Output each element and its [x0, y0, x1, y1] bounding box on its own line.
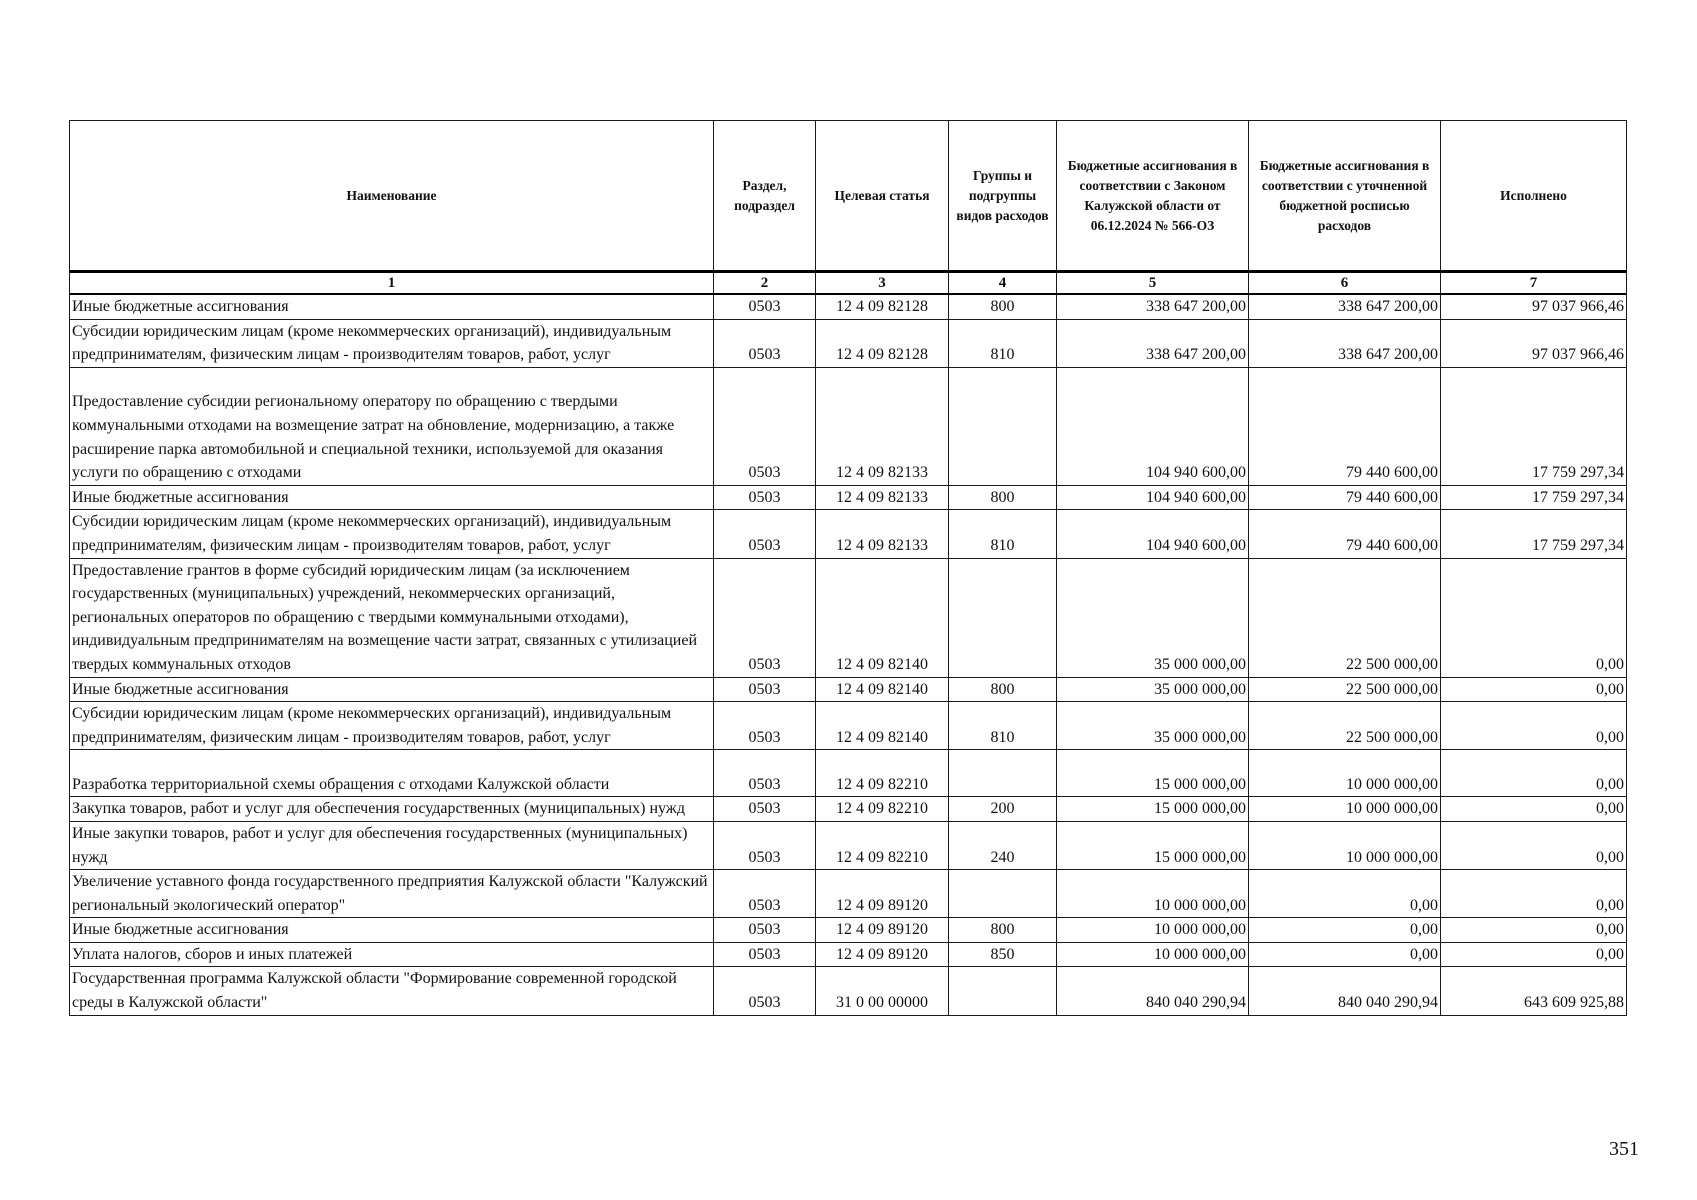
row-refined-amount: 10 000 000,00 [1249, 797, 1441, 822]
row-law-amount: 10 000 000,00 [1057, 918, 1249, 943]
row-group [949, 870, 1057, 918]
table-row [70, 870, 1627, 918]
row-executed-amount: 0,00 [1441, 821, 1627, 869]
row-group: 810 [949, 319, 1057, 367]
row-section: 0503 [714, 967, 816, 1015]
row-executed-amount: 0,00 [1441, 558, 1627, 677]
row-section: 0503 [714, 870, 816, 918]
row-executed-amount: 97 037 966,46 [1441, 319, 1627, 367]
row-group [949, 967, 1057, 1015]
row-group [949, 750, 1057, 797]
row-target: 12 4 09 89120 [816, 918, 949, 943]
row-law-amount: 35 000 000,00 [1057, 702, 1249, 750]
row-law-amount: 338 647 200,00 [1057, 319, 1249, 367]
row-refined-amount: 10 000 000,00 [1249, 821, 1441, 869]
table-row [70, 797, 1627, 822]
row-refined-amount: 79 440 600,00 [1249, 510, 1441, 558]
row-law-amount: 15 000 000,00 [1057, 797, 1249, 822]
row-section: 0503 [714, 485, 816, 510]
table-row [70, 510, 1627, 558]
row-target: 12 4 09 82210 [816, 821, 949, 869]
row-executed-amount: 97 037 966,46 [1441, 294, 1627, 319]
row-name: Разработка территориальной схемы обращения с отходами Калужской области [70, 750, 714, 797]
column-number: 5 [1057, 272, 1249, 295]
budget-table [69, 120, 1627, 1016]
row-law-amount: 15 000 000,00 [1057, 750, 1249, 797]
column-number: 2 [714, 272, 816, 295]
header-name: Наименование [70, 121, 714, 272]
row-law-amount: 338 647 200,00 [1057, 294, 1249, 319]
row-target: 12 4 09 82210 [816, 797, 949, 822]
header-target: Целевая статья [816, 121, 949, 272]
row-group [949, 558, 1057, 677]
row-refined-amount: 22 500 000,00 [1249, 558, 1441, 677]
row-target: 12 4 09 82133 [816, 510, 949, 558]
row-refined-amount: 22 500 000,00 [1249, 677, 1441, 702]
row-target: 12 4 09 89120 [816, 870, 949, 918]
table-row [70, 319, 1627, 367]
table-row [70, 918, 1627, 943]
row-group: 800 [949, 677, 1057, 702]
row-law-amount: 15 000 000,00 [1057, 821, 1249, 869]
row-target: 12 4 09 82140 [816, 677, 949, 702]
column-number: 7 [1441, 272, 1627, 295]
column-number: 3 [816, 272, 949, 295]
row-name: Субсидии юридическим лицам (кроме некоммерческих организаций), индивидуальным предпринимателям, физическим лицам - производителям товаров, работ, услуг [70, 319, 714, 367]
row-section: 0503 [714, 367, 816, 485]
column-number: 4 [949, 272, 1057, 295]
row-section: 0503 [714, 677, 816, 702]
header-row [70, 121, 1627, 272]
row-refined-amount: 22 500 000,00 [1249, 702, 1441, 750]
row-refined-amount: 0,00 [1249, 942, 1441, 967]
header-refined: Бюджетные ассигнования в соответствии с уточненной бюджетной росписью расходов [1249, 121, 1441, 272]
row-group: 800 [949, 294, 1057, 319]
row-name: Увеличение уставного фонда государственного предприятия Калужской области "Калужский региональный экологический оператор" [70, 870, 714, 918]
row-name: Иные бюджетные ассигнования [70, 294, 714, 319]
row-executed-amount: 0,00 [1441, 918, 1627, 943]
row-executed-amount: 0,00 [1441, 677, 1627, 702]
row-section: 0503 [714, 319, 816, 367]
row-executed-amount: 0,00 [1441, 870, 1627, 918]
row-target: 12 4 09 82210 [816, 750, 949, 797]
row-section: 0503 [714, 797, 816, 822]
row-law-amount: 35 000 000,00 [1057, 677, 1249, 702]
row-name: Субсидии юридическим лицам (кроме некоммерческих организаций), индивидуальным предпринимателям, физическим лицам - производителям товаров, работ, услуг [70, 702, 714, 750]
row-target: 12 4 09 82133 [816, 367, 949, 485]
row-refined-amount: 0,00 [1249, 870, 1441, 918]
header-law: Бюджетные ассигнования в соответствии с Законом Калужской области от 06.12.2024 № 566-ОЗ [1057, 121, 1249, 272]
row-section: 0503 [714, 510, 816, 558]
row-executed-amount: 17 759 297,34 [1441, 510, 1627, 558]
row-refined-amount: 79 440 600,00 [1249, 485, 1441, 510]
column-number-row [70, 272, 1627, 295]
row-law-amount: 104 940 600,00 [1057, 510, 1249, 558]
row-group: 800 [949, 918, 1057, 943]
row-section: 0503 [714, 918, 816, 943]
header-executed: Исполнено [1441, 121, 1627, 272]
row-section: 0503 [714, 821, 816, 869]
row-refined-amount: 10 000 000,00 [1249, 750, 1441, 797]
row-law-amount: 104 940 600,00 [1057, 367, 1249, 485]
row-section: 0503 [714, 702, 816, 750]
row-group: 810 [949, 510, 1057, 558]
row-executed-amount: 0,00 [1441, 750, 1627, 797]
row-executed-amount: 0,00 [1441, 942, 1627, 967]
row-target: 12 4 09 82128 [816, 319, 949, 367]
table-row [70, 294, 1627, 319]
row-executed-amount: 643 609 925,88 [1441, 967, 1627, 1015]
row-group: 850 [949, 942, 1057, 967]
row-executed-amount: 0,00 [1441, 702, 1627, 750]
row-refined-amount: 79 440 600,00 [1249, 367, 1441, 485]
row-name: Закупка товаров, работ и услуг для обеспечения государственных (муниципальных) нужд [70, 797, 714, 822]
row-law-amount: 10 000 000,00 [1057, 942, 1249, 967]
row-section: 0503 [714, 294, 816, 319]
row-refined-amount: 840 040 290,94 [1249, 967, 1441, 1015]
table-row [70, 967, 1627, 1015]
row-name: Уплата налогов, сборов и иных платежей [70, 942, 714, 967]
budget-table-container [69, 120, 1626, 1016]
column-number: 6 [1249, 272, 1441, 295]
row-group: 240 [949, 821, 1057, 869]
row-executed-amount: 0,00 [1441, 797, 1627, 822]
row-section: 0503 [714, 750, 816, 797]
row-law-amount: 840 040 290,94 [1057, 967, 1249, 1015]
row-name: Иные бюджетные ассигнования [70, 918, 714, 943]
header-section: Раздел, подраздел [714, 121, 816, 272]
table-row [70, 367, 1627, 485]
table-row [70, 485, 1627, 510]
row-target: 12 4 09 89120 [816, 942, 949, 967]
table-row [70, 558, 1627, 677]
row-refined-amount: 338 647 200,00 [1249, 294, 1441, 319]
row-group: 200 [949, 797, 1057, 822]
row-law-amount: 35 000 000,00 [1057, 558, 1249, 677]
header-groups: Группы и подгруппы видов расходов [949, 121, 1057, 272]
row-executed-amount: 17 759 297,34 [1441, 367, 1627, 485]
row-name: Предоставление субсидии региональному оператору по обращению с твердыми коммунальными отходами на возмещение затрат на обновление, модернизацию, а также расширение парка автомобильной и специальной техники, используемой для оказания услуги по обращению с отходами [70, 367, 714, 485]
row-target: 12 4 09 82140 [816, 702, 949, 750]
table-row [70, 821, 1627, 869]
row-target: 12 4 09 82128 [816, 294, 949, 319]
row-group: 800 [949, 485, 1057, 510]
row-section: 0503 [714, 942, 816, 967]
row-name: Иные бюджетные ассигнования [70, 485, 714, 510]
row-group [949, 367, 1057, 485]
table-row [70, 942, 1627, 967]
row-target: 31 0 00 00000 [816, 967, 949, 1015]
page-number: 351 [1609, 1138, 1639, 1160]
table-row [70, 702, 1627, 750]
row-section: 0503 [714, 558, 816, 677]
row-executed-amount: 17 759 297,34 [1441, 485, 1627, 510]
row-group: 810 [949, 702, 1057, 750]
row-name: Предоставление грантов в форме субсидий юридическим лицам (за исключением государственных (муниципальных) учреждений, некоммерческих организаций, региональных операторов по обращению с твердыми коммунальными отходами), индивидуальным предпринимателям на возмещение части затрат, связанных с утилизацией твердых коммунальных отходов [70, 558, 714, 677]
table-row [70, 677, 1627, 702]
row-refined-amount: 0,00 [1249, 918, 1441, 943]
table-row [70, 750, 1627, 797]
row-law-amount: 10 000 000,00 [1057, 870, 1249, 918]
row-name: Иные закупки товаров, работ и услуг для обеспечения государственных (муниципальных) нужд [70, 821, 714, 869]
row-target: 12 4 09 82133 [816, 485, 949, 510]
column-number: 1 [70, 272, 714, 295]
row-name: Субсидии юридическим лицам (кроме некоммерческих организаций), индивидуальным предпринимателям, физическим лицам - производителям товаров, работ, услуг [70, 510, 714, 558]
row-law-amount: 104 940 600,00 [1057, 485, 1249, 510]
row-name: Государственная программа Калужской области "Формирование современной городской среды в Калужской области" [70, 967, 714, 1015]
row-target: 12 4 09 82140 [816, 558, 949, 677]
row-refined-amount: 338 647 200,00 [1249, 319, 1441, 367]
row-name: Иные бюджетные ассигнования [70, 677, 714, 702]
